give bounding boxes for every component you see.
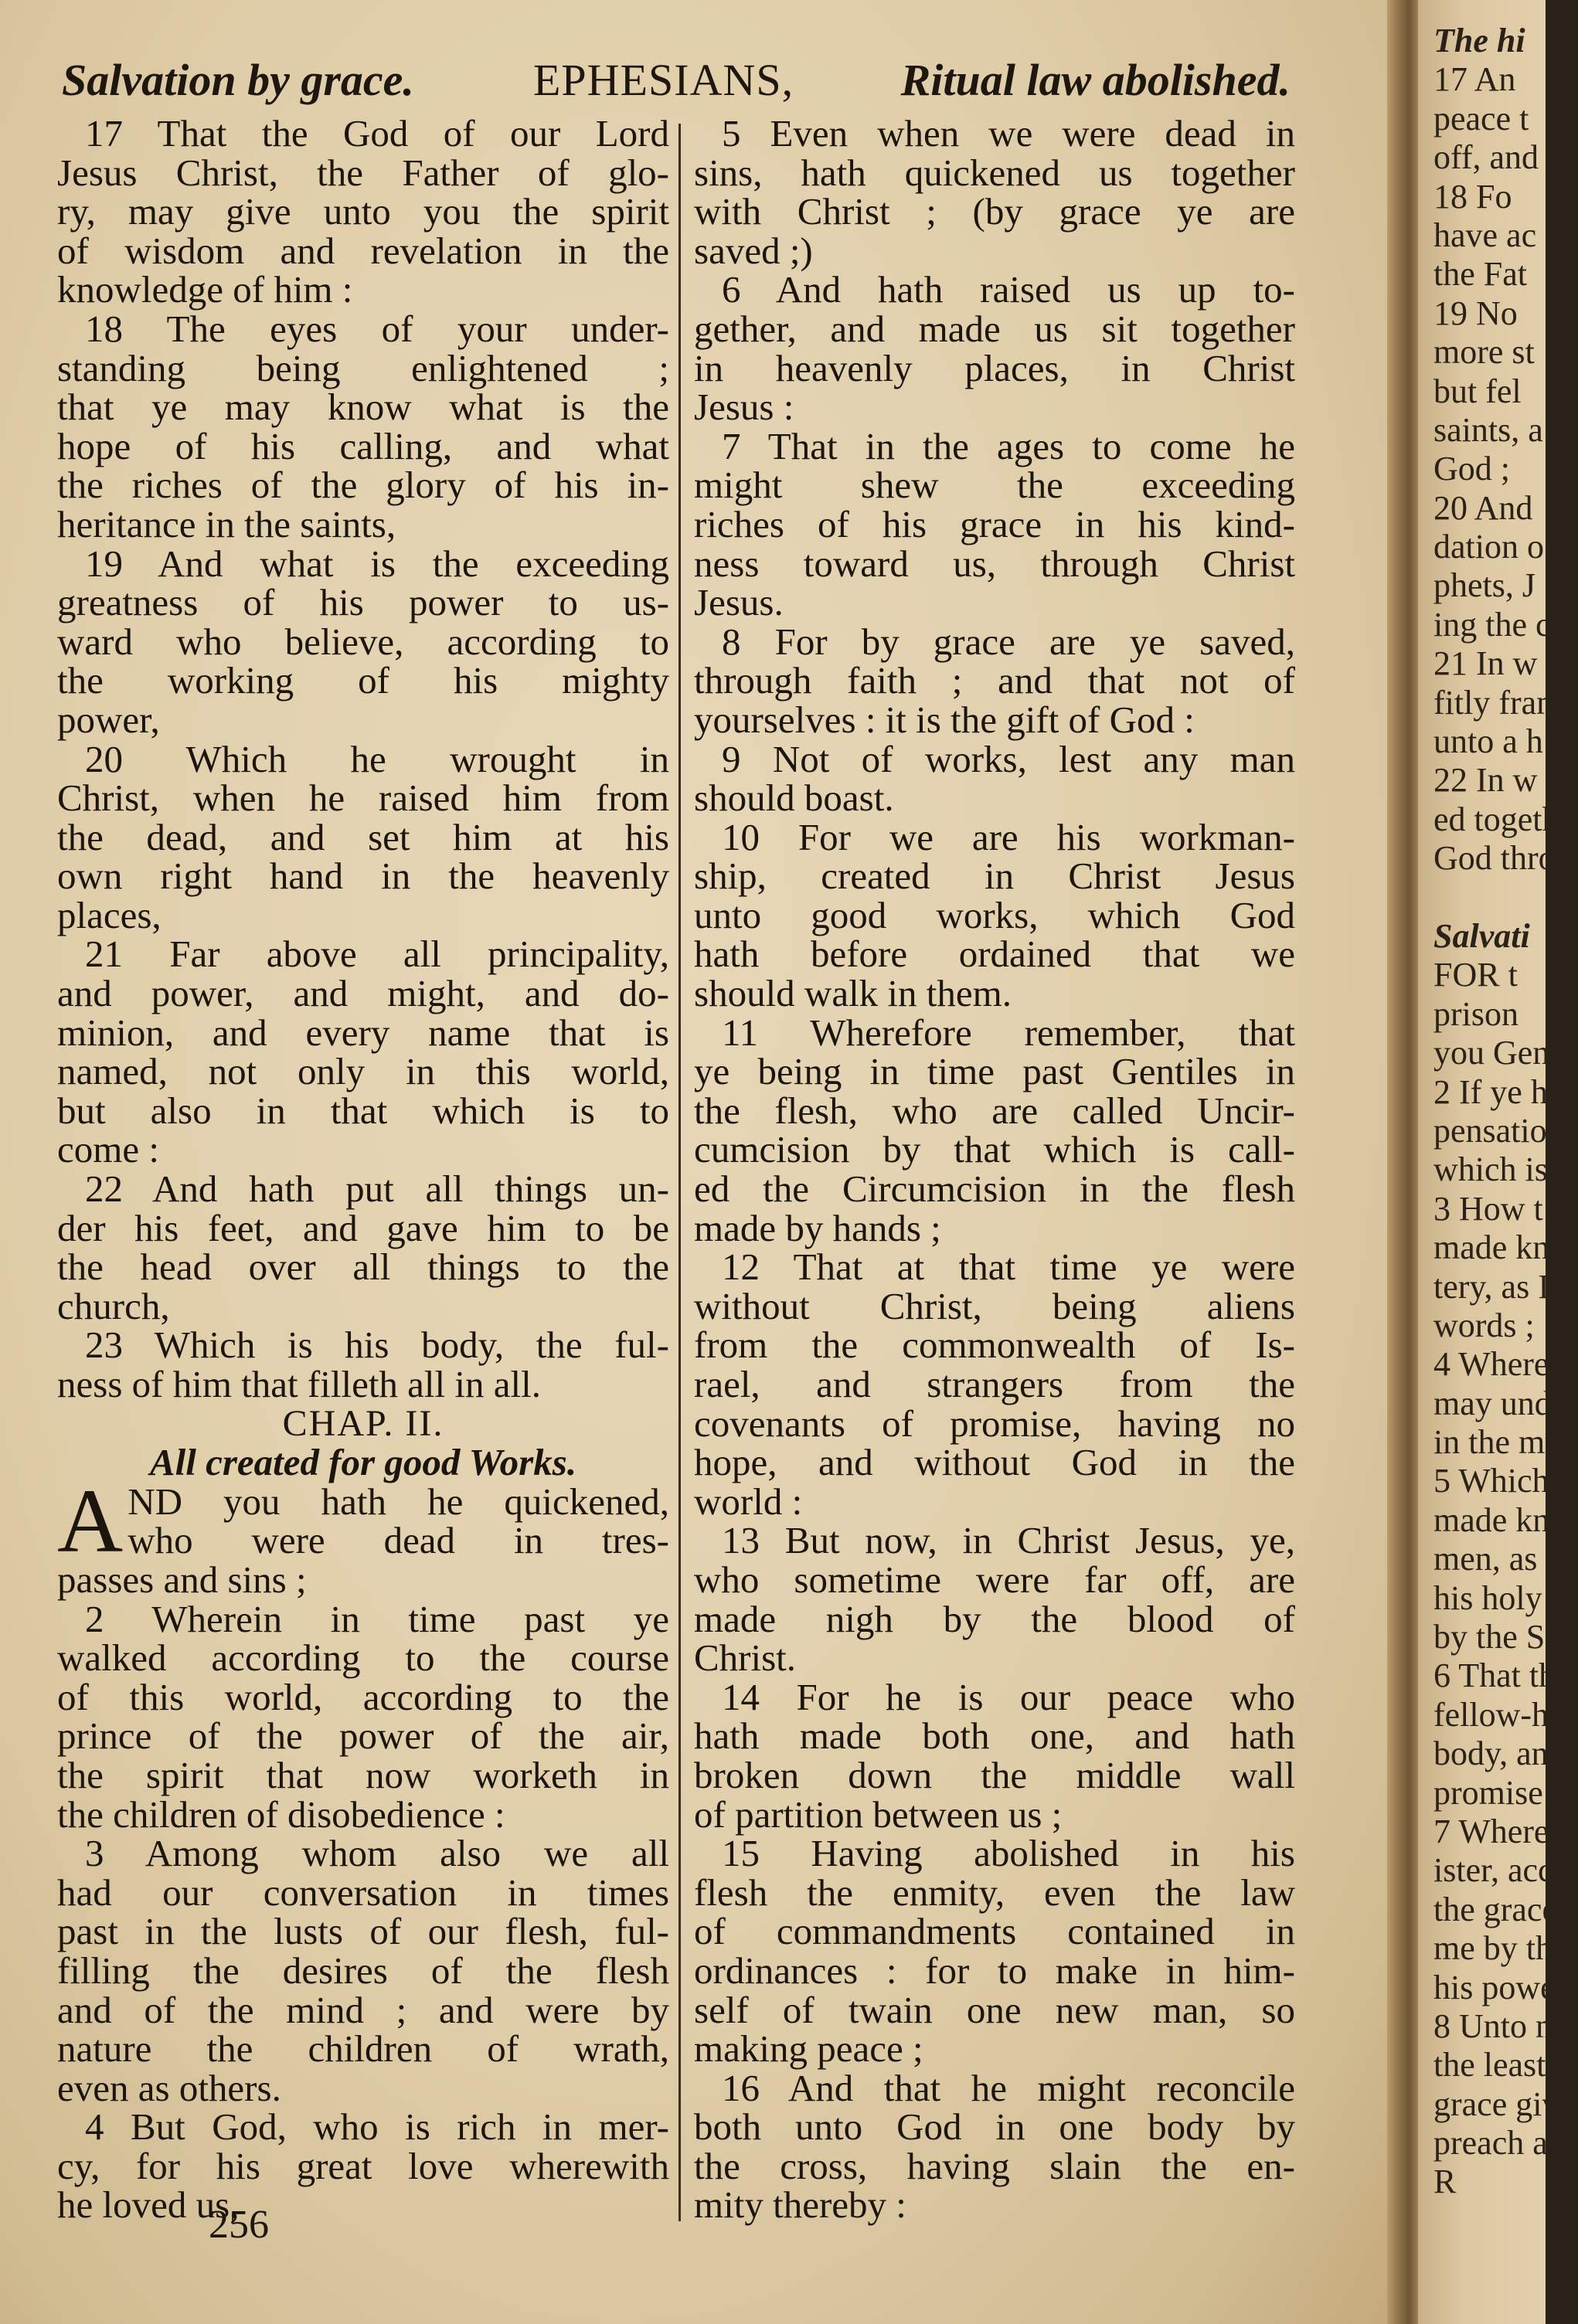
facing-page-line: prison xyxy=(1433,994,1518,1033)
right-column-verses xyxy=(694,114,1295,2225)
text-line: 18 The eyes of your under- xyxy=(85,307,669,350)
text-line: world : xyxy=(694,1480,803,1523)
text-line: knowledge of him : xyxy=(57,268,353,311)
text-line: rael, and strangers from the xyxy=(694,1363,1295,1405)
chapter-heading: CHAP. II. xyxy=(282,1402,444,1444)
text-line: made by hands ; xyxy=(694,1206,941,1249)
text-line: flesh the enmity, even the law xyxy=(694,1870,1295,1914)
text-line: of this world, according to the xyxy=(57,1675,669,1718)
text-line: 14 For he is our peace who xyxy=(722,1675,1295,1718)
text-line: self of twain one new man, so xyxy=(694,1988,1295,2031)
text-line: he loved us, xyxy=(57,2183,240,2227)
text-line: mity thereby : xyxy=(694,2183,906,2227)
text-line: the flesh, who are called Uncir- xyxy=(694,1089,1295,1132)
text-line: the spirit that now worketh in xyxy=(57,1753,669,1796)
facing-page-line: 18 Fo xyxy=(1433,177,1512,216)
text-line: of commandments contained in xyxy=(694,1910,1295,1953)
text-line: but also in that which is to xyxy=(57,1089,669,1132)
drop-cap-paragraph xyxy=(57,1469,669,1571)
facing-page-line: 19 No xyxy=(1433,294,1518,332)
text-line: unto good works, which God xyxy=(694,893,1295,936)
text-line: had our conversation in times xyxy=(57,1870,669,1914)
text-line: 20 Which he wrought in xyxy=(85,737,669,780)
text-line: even as others. xyxy=(57,2066,281,2109)
facing-page-line: 7 Where xyxy=(1433,1812,1549,1850)
text-line: heritance in the saints, xyxy=(57,502,396,545)
text-line: nature the children of wrath, xyxy=(57,2027,669,2071)
left-column-verses-cont xyxy=(57,1558,669,2227)
left-column xyxy=(57,114,669,2225)
facing-page-line: grace giv xyxy=(1433,2084,1559,2123)
text-line: 13 But now, in Christ Jesus, ye, xyxy=(722,1519,1295,1562)
facing-page-line: body, an xyxy=(1433,1735,1549,1773)
facing-page-line: ister, acc xyxy=(1433,1851,1553,1890)
text-line: 23 Which is his body, the ful- xyxy=(85,1323,669,1367)
text-line: own right hand in the heavenly xyxy=(57,855,669,898)
text-line: 21 Far above all principality, xyxy=(85,933,669,976)
facing-page-line: more st xyxy=(1433,333,1535,372)
facing-page-line: God thro xyxy=(1433,839,1556,878)
facing-page-line: have ac xyxy=(1433,216,1537,254)
facing-page-line: 3 How t xyxy=(1433,1189,1543,1228)
facing-page-line: words ; xyxy=(1433,1306,1535,1344)
facing-page-line: promise in xyxy=(1433,1773,1578,1812)
text-line: church, xyxy=(57,1284,170,1327)
facing-page-line: 22 In w xyxy=(1433,761,1538,800)
text-line: hope, and without God in the xyxy=(694,1441,1295,1484)
book-gutter xyxy=(1387,0,1418,2324)
text-line: ness toward us, through Christ xyxy=(694,542,1295,585)
text-line: past in the lusts of our flesh, ful- xyxy=(57,1910,669,1953)
text-line: with Christ ; (by grace ye are xyxy=(694,190,1295,233)
facing-page-line: FOR t xyxy=(1433,956,1518,994)
text-line: both unto God in one body by xyxy=(694,2105,1295,2149)
text-line: 22 And hath put all things un- xyxy=(85,1167,669,1211)
text-line: passes and sins ; xyxy=(57,1558,307,1601)
text-line: covenants of promise, having no xyxy=(694,1402,1295,1445)
text-line: cy, for his great love wherewith xyxy=(57,2144,669,2187)
facing-page-line: his holy a xyxy=(1433,1578,1566,1617)
text-line: should boast. xyxy=(694,776,894,820)
text-line: through faith ; and that not of xyxy=(694,659,1295,702)
text-line: 9 Not of works, lest any man xyxy=(722,737,1295,780)
text-line: 2 Wherein in time past ye xyxy=(85,1597,669,1640)
text-line: 7 That in the ages to come he xyxy=(722,424,1295,467)
column-rule xyxy=(678,124,681,2221)
facing-page-line: but fel xyxy=(1433,372,1522,410)
text-line: Jesus Christ, the Father of glo- xyxy=(57,151,669,194)
facing-page-line: peace t xyxy=(1433,99,1529,138)
text-line: the cross, having slain the en- xyxy=(694,2144,1295,2187)
facing-page-line: you Gent xyxy=(1433,1034,1559,1072)
facing-page-line: phets, J xyxy=(1433,566,1535,605)
facing-page-line: Salvati xyxy=(1433,916,1530,955)
text-line: power, xyxy=(57,698,160,741)
facing-page-line: ing the c xyxy=(1433,605,1551,644)
text-line: 12 That at that time ye were xyxy=(722,1245,1295,1289)
text-line: ness of him that filleth all in all. xyxy=(57,1363,541,1405)
text-line: yourselves : it is the gift of God : xyxy=(694,698,1195,741)
page-number: 256 xyxy=(209,2203,269,2247)
facing-page-line: which is g xyxy=(1433,1150,1573,1189)
text-line: that ye may know what is the xyxy=(57,386,669,429)
drop-cap: A xyxy=(57,1469,124,1571)
facing-page-line: 8 Unto m xyxy=(1433,2006,1563,2045)
facing-page-line: the grace xyxy=(1433,1890,1557,1928)
text-line: hath before ordained that we xyxy=(694,933,1295,976)
text-line: 5 Even when we were dead in xyxy=(722,112,1295,155)
text-line: who sometime were far off, are xyxy=(694,1558,1295,1601)
text-line: the children of disobedience : xyxy=(57,1792,505,1836)
text-line: 3 Among whom also we all xyxy=(85,1832,669,1875)
facing-page-line xyxy=(1433,878,1578,917)
header-left: Salvation by grace. xyxy=(62,55,414,105)
facing-page-line: saints, a xyxy=(1433,410,1543,449)
text-line: might shew the exceeding xyxy=(694,464,1295,507)
left-column-verses xyxy=(57,114,669,1405)
text-line: minion, and every name that is xyxy=(57,1011,669,1054)
text-line: places, xyxy=(57,893,162,936)
facing-page-line: dation o xyxy=(1433,528,1544,566)
facing-page-line: his power. xyxy=(1433,1968,1573,2006)
facing-page-line: unto a h xyxy=(1433,722,1543,761)
facing-page-line: 2 If ye h xyxy=(1433,1072,1548,1111)
text-line: 19 And what is the exceeding xyxy=(85,542,669,585)
facing-page-line: made kno xyxy=(1433,1500,1567,1539)
text-line: gether, and made us sit together xyxy=(694,307,1295,350)
text-line: 16 And that he might reconcile xyxy=(722,2066,1295,2109)
text-line: ordinances : for to make in him- xyxy=(694,1949,1295,1992)
text-line: ed the Circumcision in the flesh xyxy=(694,1167,1295,1211)
header-book-title: EPHESIANS, xyxy=(533,55,794,105)
facing-page-line: the least xyxy=(1433,2046,1546,2084)
facing-page-line: ed togeth xyxy=(1433,800,1559,838)
text-line: and of the mind ; and were by xyxy=(57,1988,669,2031)
text-line: hath made both one, and hath xyxy=(694,1714,1295,1758)
facing-page-text xyxy=(1433,22,1578,2202)
text-line: 6 And hath raised us up to- xyxy=(722,268,1295,311)
text-line: prince of the power of the air, xyxy=(57,1714,669,1758)
facing-page-line: R xyxy=(1433,2163,1457,2201)
facing-page-line: in the mys xyxy=(1433,1423,1576,1462)
text-line: ry, may give unto you the spirit xyxy=(57,190,669,233)
facing-page-line: fellow-hei xyxy=(1433,1695,1573,1734)
text-line: 4 But God, who is rich in mer- xyxy=(85,2105,669,2149)
text-line: Jesus. xyxy=(694,581,784,624)
text-line: Christ. xyxy=(694,1636,797,1680)
facing-page-line: fitly fram xyxy=(1433,683,1563,722)
book-page-right-partial xyxy=(1418,0,1578,2324)
text-line: walked according to the course xyxy=(57,1636,669,1680)
facing-page-line: pensation xyxy=(1433,1111,1564,1150)
text-line: who were dead in tres- xyxy=(128,1519,669,1562)
facing-page-line: 6 That th xyxy=(1433,1656,1556,1695)
text-line: standing being enlightened ; xyxy=(57,346,669,389)
facing-page-line: off, and xyxy=(1433,138,1539,177)
text-line: cumcision by that which is call- xyxy=(694,1128,1295,1171)
facing-page-line: made kno xyxy=(1433,1228,1567,1267)
text-line: broken down the middle wall xyxy=(694,1753,1295,1796)
facing-page-line: men, as it xyxy=(1433,1540,1565,1578)
facing-page-line: 5 Which xyxy=(1433,1462,1549,1500)
facing-page-line: the Fat xyxy=(1433,255,1527,294)
text-line: hope of his calling, and what xyxy=(57,424,669,467)
text-line: should walk in them. xyxy=(694,972,1012,1015)
text-line: Jesus : xyxy=(694,386,794,429)
text-line: and power, and might, and do- xyxy=(57,972,669,1015)
facing-page-line: preach am xyxy=(1433,2124,1574,2163)
facing-page-line: The hi xyxy=(1433,22,1525,59)
running-header xyxy=(62,54,1291,116)
text-line: come : xyxy=(57,1128,159,1171)
facing-page-line: by the Sp xyxy=(1433,1618,1563,1656)
text-line: made nigh by the blood of xyxy=(694,1597,1295,1640)
right-column xyxy=(694,114,1295,2225)
text-line: named, not only in this world, xyxy=(57,1050,669,1093)
text-line: filling the desires of the flesh xyxy=(57,1949,669,1992)
text-line: 11 Wherefore remember, that xyxy=(722,1011,1295,1054)
facing-page-line: tery, as I xyxy=(1433,1267,1549,1306)
text-line: ye being in time past Gentiles in xyxy=(694,1050,1295,1093)
text-line: the dead, and set him at his xyxy=(57,815,669,858)
text-line: of wisdom and revelation in the xyxy=(57,229,669,272)
text-line: making peace ; xyxy=(694,2027,923,2071)
facing-page-line: 17 An xyxy=(1433,60,1516,99)
facing-page-line: 21 In w xyxy=(1433,644,1538,683)
facing-page-line: may unde xyxy=(1433,1384,1567,1422)
chapter-summary: All created for good Works. xyxy=(149,1441,577,1484)
text-line: without Christ, being aliens xyxy=(694,1284,1295,1327)
text-line: the riches of the glory of his in- xyxy=(57,464,669,507)
text-line: 17 That the God of our Lord xyxy=(85,112,669,155)
text-line: ND you hath he quickened, xyxy=(128,1480,669,1523)
text-line: der his feet, and gave him to be xyxy=(57,1206,669,1249)
text-line: 8 For by grace are ye saved, xyxy=(722,620,1295,663)
text-line: ship, created in Christ Jesus xyxy=(694,855,1295,898)
facing-page-line: 4 Where xyxy=(1433,1345,1549,1384)
text-line: saved ;) xyxy=(694,229,813,272)
text-line: the working of his mighty xyxy=(57,659,669,702)
text-line: from the commonwealth of Is- xyxy=(694,1323,1295,1367)
text-line: ward who believe, according to xyxy=(57,620,669,663)
text-line: 15 Having abolished in his xyxy=(722,1832,1295,1875)
text-line: the head over all things to the xyxy=(57,1245,669,1289)
header-right: Ritual law abolished. xyxy=(900,55,1291,105)
facing-page-line: 20 And xyxy=(1433,488,1533,527)
text-line: of partition between us ; xyxy=(694,1792,1063,1836)
text-line: in heavenly places, in Christ xyxy=(694,346,1295,389)
facing-page-line: God ; xyxy=(1433,450,1510,488)
text-line: 10 For we are his workman- xyxy=(722,815,1295,858)
text-line: riches of his grace in his kind- xyxy=(694,502,1295,545)
text-line: greatness of his power to us- xyxy=(57,581,669,624)
facing-page-line: me by the xyxy=(1433,1929,1568,1968)
text-line: Christ, when he raised him from xyxy=(57,776,669,820)
text-line: sins, hath quickened us together xyxy=(694,151,1295,194)
